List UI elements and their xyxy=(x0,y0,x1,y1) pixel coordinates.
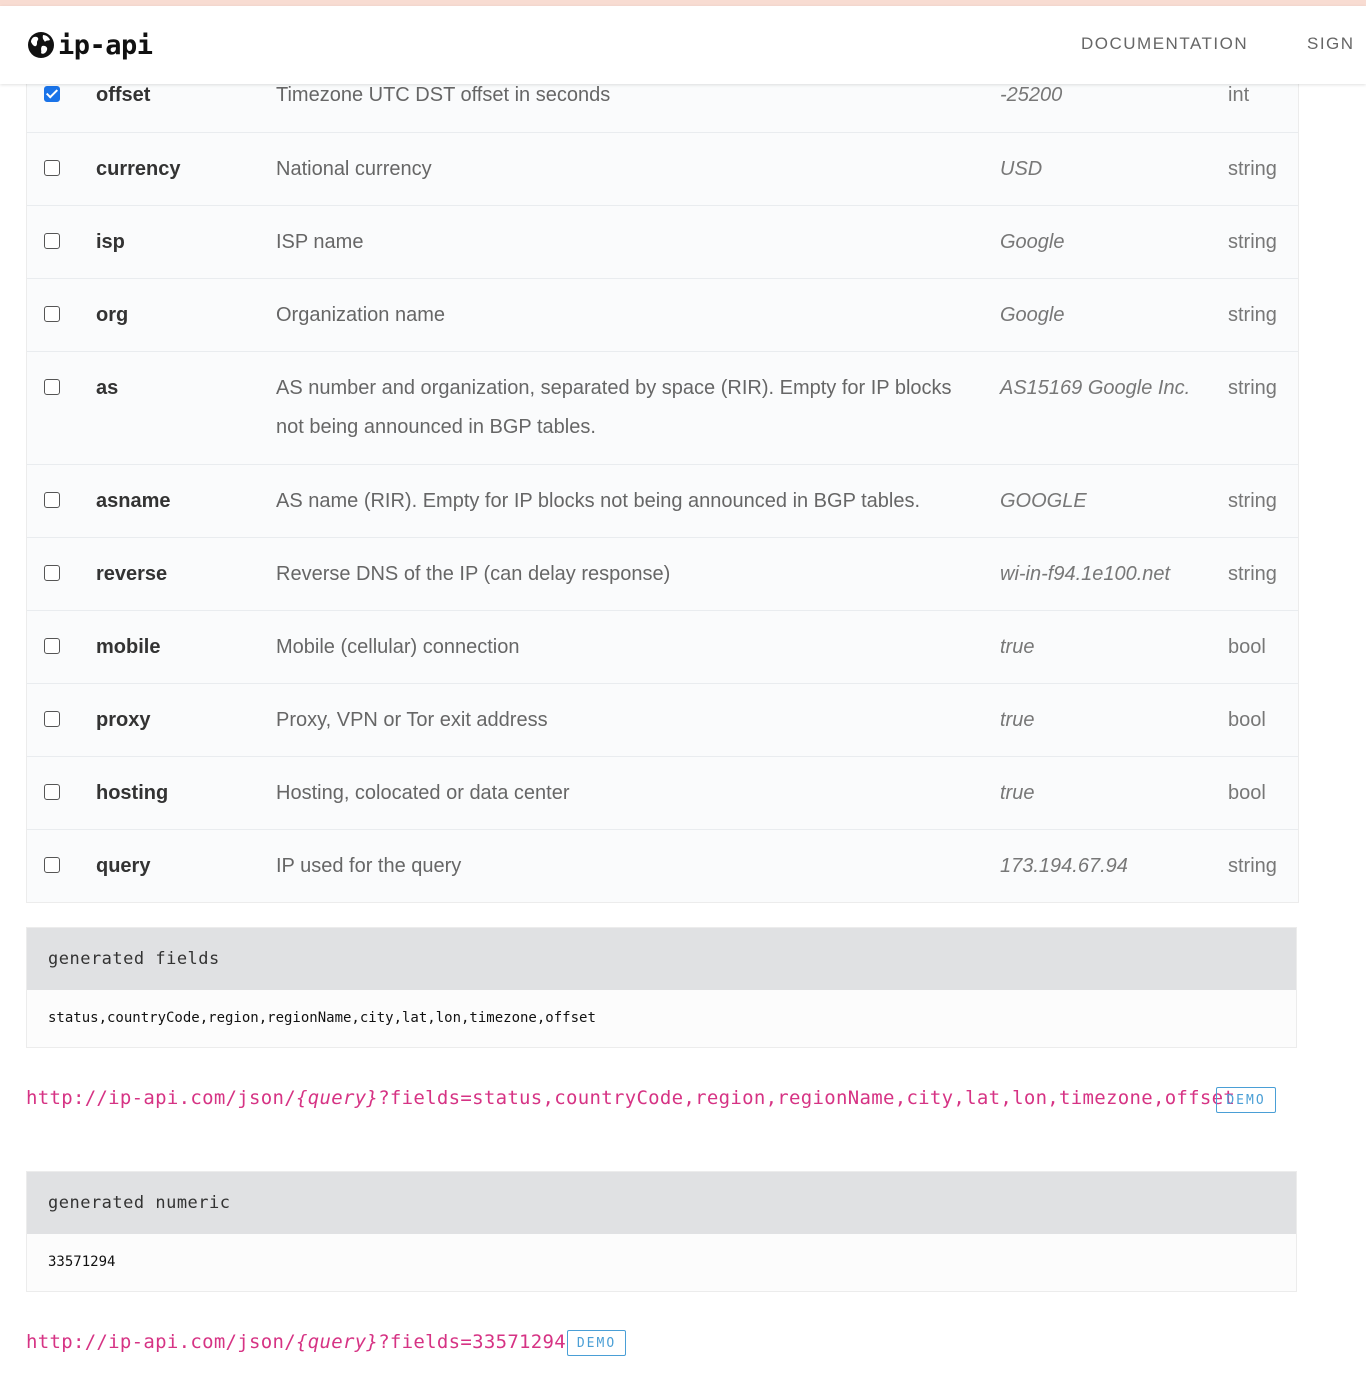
table-row xyxy=(27,611,1298,684)
field-name: offset xyxy=(96,84,151,106)
table-row xyxy=(27,352,1298,465)
table-row xyxy=(27,206,1298,279)
generated-fields-box xyxy=(26,927,1297,1048)
field-name: currency xyxy=(96,158,181,180)
field-type: string xyxy=(1228,158,1277,180)
field-name: mobile xyxy=(96,636,161,658)
field-name: as xyxy=(96,377,119,399)
field-checkbox-org[interactable] xyxy=(44,306,60,322)
generated-fields-title: generated fields xyxy=(27,928,1296,990)
field-example: true xyxy=(1000,782,1035,804)
table-row xyxy=(27,757,1298,830)
url-suffix: ?fields=status,countryCode,region,regionName,city,lat,lon,timezone,offset xyxy=(378,1087,1236,1109)
table-row xyxy=(27,465,1298,538)
table-row xyxy=(27,684,1298,757)
url-suffix: ?fields=33571294 xyxy=(378,1331,567,1353)
field-type: string xyxy=(1228,563,1277,585)
generated-fields-value: status,countryCode,region,regionName,city,lat,lon,timezone,offset xyxy=(27,990,1296,1047)
field-name: proxy xyxy=(96,709,151,731)
field-description: Timezone UTC DST offset in seconds xyxy=(276,84,611,106)
table-row xyxy=(27,538,1298,611)
fields-table xyxy=(26,60,1299,903)
field-type: bool xyxy=(1228,636,1266,658)
field-example: 173.194.67.94 xyxy=(1000,855,1128,877)
field-description: AS name (RIR). Empty for IP blocks not being announced in BGP tables. xyxy=(276,490,921,512)
field-description: ISP name xyxy=(276,231,364,253)
field-name: org xyxy=(96,304,129,326)
field-example: true xyxy=(1000,636,1035,658)
field-name: hosting xyxy=(96,782,169,804)
generated-numeric-title: generated numeric xyxy=(27,1172,1296,1234)
field-example: USD xyxy=(1000,158,1043,180)
logo-text: ip-api xyxy=(58,29,153,61)
field-description: AS number and organization, separated by space (RIR). Empty for IP blocks not being announced in BGP tables. xyxy=(276,377,952,438)
generated-numeric-url[interactable] xyxy=(26,1331,566,1353)
field-checkbox-as[interactable] xyxy=(44,379,60,395)
field-checkbox-hosting[interactable] xyxy=(44,784,60,800)
field-name: isp xyxy=(96,231,125,253)
field-name: asname xyxy=(96,490,171,512)
field-example: Google xyxy=(1000,304,1065,326)
table-row xyxy=(27,279,1298,352)
field-example: wi-in-f94.1e100.net xyxy=(1000,563,1171,585)
field-type: string xyxy=(1228,490,1277,512)
nav-documentation[interactable]: DOCUMENTATION xyxy=(1081,34,1249,53)
field-type: string xyxy=(1228,231,1277,253)
field-checkbox-asname[interactable] xyxy=(44,492,60,508)
navbar xyxy=(0,6,1366,84)
generated-fields-url[interactable] xyxy=(26,1087,1235,1109)
field-type: string xyxy=(1228,377,1277,399)
field-type: int xyxy=(1228,84,1250,106)
field-checkbox-query[interactable] xyxy=(44,857,60,873)
field-example: -25200 xyxy=(1000,84,1063,106)
field-example: true xyxy=(1000,709,1035,731)
field-description: Organization name xyxy=(276,304,445,326)
field-name: query xyxy=(96,855,151,877)
field-description: IP used for the query xyxy=(276,855,462,877)
demo-button-numeric[interactable]: DEMO xyxy=(567,1330,626,1356)
field-description: National currency xyxy=(276,158,432,180)
field-checkbox-proxy[interactable] xyxy=(44,711,60,727)
demo-button-fields[interactable]: DEMO xyxy=(1216,1087,1276,1113)
field-description: Proxy, VPN or Tor exit address xyxy=(276,709,548,731)
field-type: string xyxy=(1228,304,1277,326)
field-type: bool xyxy=(1228,782,1266,804)
generated-numeric-box xyxy=(26,1171,1297,1292)
table-row xyxy=(27,830,1298,902)
url-prefix: http://ip-api.com/json/ xyxy=(26,1087,296,1109)
url-query: {query} xyxy=(296,1087,379,1109)
field-description: Mobile (cellular) connection xyxy=(276,636,520,658)
field-description: Reverse DNS of the IP (can delay response) xyxy=(276,563,671,585)
table-row xyxy=(27,133,1298,206)
field-checkbox-offset[interactable] xyxy=(44,86,60,102)
nav-sign-in[interactable]: SIGN xyxy=(1307,34,1355,53)
field-type: bool xyxy=(1228,709,1266,731)
field-example: Google xyxy=(1000,231,1065,253)
field-checkbox-isp[interactable] xyxy=(44,233,60,249)
field-description: Hosting, colocated or data center xyxy=(276,782,570,804)
field-checkbox-reverse[interactable] xyxy=(44,565,60,581)
url-query: {query} xyxy=(296,1331,379,1353)
field-checkbox-mobile[interactable] xyxy=(44,638,60,654)
url-prefix: http://ip-api.com/json/ xyxy=(26,1331,296,1353)
generated-numeric-value: 33571294 xyxy=(27,1234,1296,1291)
field-checkbox-currency[interactable] xyxy=(44,160,60,176)
logo[interactable] xyxy=(26,28,153,62)
field-example: GOOGLE xyxy=(1000,490,1087,512)
field-example: AS15169 Google Inc. xyxy=(1000,377,1191,399)
field-type: string xyxy=(1228,855,1277,877)
field-name: reverse xyxy=(96,563,168,585)
globe-icon xyxy=(26,30,56,60)
